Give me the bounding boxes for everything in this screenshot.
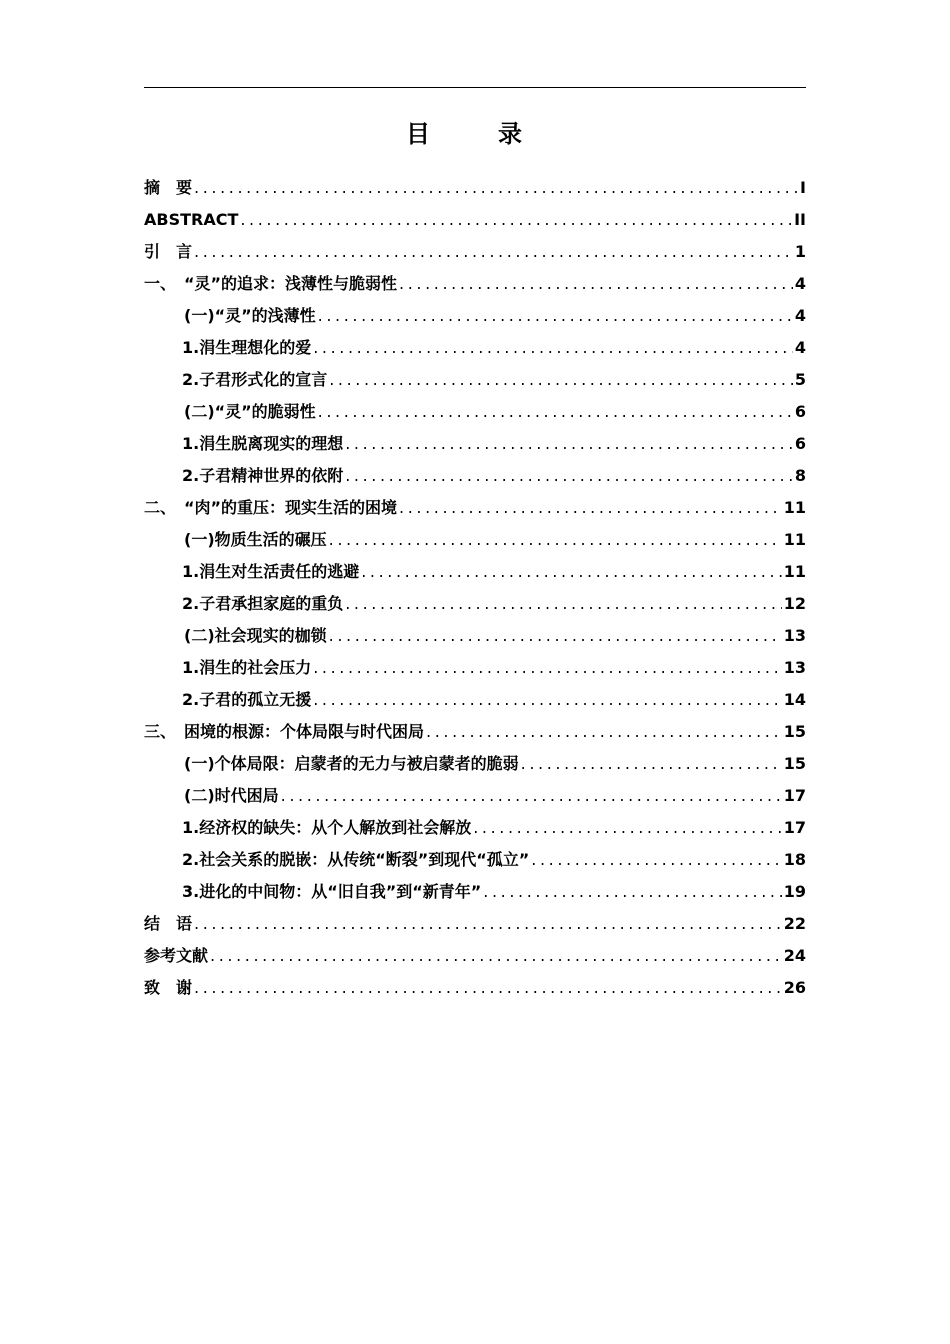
toc-entry[interactable] xyxy=(144,460,806,492)
toc-entry-label: 1.涓生的社会压力 xyxy=(182,658,312,677)
dot-leader xyxy=(361,556,782,588)
toc-entry-page-number: 1 xyxy=(794,242,806,261)
toc-entry[interactable] xyxy=(144,492,806,524)
dot-leader xyxy=(194,972,782,1004)
toc-entry[interactable] xyxy=(144,844,806,876)
toc-entry-label: 2.社会关系的脱嵌：从传统“断裂”到现代“孤立” xyxy=(182,850,530,869)
dot-leader xyxy=(531,844,781,876)
toc-entry-page-number: 15 xyxy=(783,754,806,773)
dot-leader xyxy=(329,620,782,652)
toc-entry-label: 1.涓生理想化的爱 xyxy=(182,338,312,357)
toc-entry[interactable] xyxy=(144,652,806,684)
dot-leader xyxy=(399,268,793,300)
dot-leader xyxy=(281,780,782,812)
dot-leader xyxy=(240,204,792,236)
dot-leader xyxy=(313,332,793,364)
toc-entry-label: 2.子君精神世界的依附 xyxy=(182,466,344,485)
toc-entry[interactable] xyxy=(144,684,806,716)
toc-entry[interactable] xyxy=(144,204,806,236)
toc-entry-label: 引 言 xyxy=(144,242,193,261)
toc-entry-label: 结 语 xyxy=(144,914,193,933)
toc-entry-label: 1.涓生对生活责任的逃避 xyxy=(182,562,360,581)
toc-entry-page-number: 14 xyxy=(783,690,806,709)
toc-entry-page-number: 13 xyxy=(783,626,806,645)
toc-entry-label: 1.涓生脱离现实的理想 xyxy=(182,434,344,453)
toc-entry-page-number: 4 xyxy=(794,274,806,293)
dot-leader xyxy=(194,172,798,204)
toc-entry-label: 致 谢 xyxy=(144,978,193,997)
dot-leader xyxy=(194,908,782,940)
toc-entry-page-number: 4 xyxy=(794,338,806,357)
toc-entry-page-number: 13 xyxy=(783,658,806,677)
toc-entry[interactable] xyxy=(144,428,806,460)
toc-entry-label: 摘 要 xyxy=(144,178,193,197)
dot-leader xyxy=(313,684,782,716)
dot-leader xyxy=(210,940,782,972)
toc-entry-label: (二)社会现实的枷锁 xyxy=(184,626,327,645)
table-of-contents xyxy=(144,172,806,1004)
toc-title: 目 录 xyxy=(406,120,544,148)
toc-entry[interactable] xyxy=(144,748,806,780)
dot-leader xyxy=(329,364,793,396)
toc-entry-page-number: 19 xyxy=(783,882,806,901)
toc-entry-page-number: 24 xyxy=(783,946,806,965)
toc-entry-label: (一)“灵”的浅薄性 xyxy=(184,306,316,325)
toc-entry-label: (二)“灵”的脆弱性 xyxy=(184,402,316,421)
toc-entry-label: 参考文献 xyxy=(144,946,209,965)
toc-entry[interactable] xyxy=(144,908,806,940)
dot-leader xyxy=(318,396,793,428)
toc-entry-page-number: 11 xyxy=(783,530,806,549)
toc-entry-label: 2.子君承担家庭的重负 xyxy=(182,594,344,613)
toc-entry-page-number: 8 xyxy=(794,466,806,485)
toc-entry-label: 二、 “肉”的重压：现实生活的困境 xyxy=(144,498,398,517)
toc-entry-page-number: 11 xyxy=(783,562,806,581)
toc-entry[interactable] xyxy=(144,236,806,268)
toc-entry-page-number: 26 xyxy=(783,978,806,997)
toc-entry[interactable] xyxy=(144,588,806,620)
toc-entry-label: (一)个体局限：启蒙者的无力与被启蒙者的脆弱 xyxy=(184,754,519,773)
toc-entry[interactable] xyxy=(144,268,806,300)
toc-entry-label: 三、 困境的根源：个体局限与时代困局 xyxy=(144,722,425,741)
dot-leader xyxy=(194,236,793,268)
toc-entry-label: (一)物质生活的碾压 xyxy=(184,530,327,549)
dot-leader xyxy=(345,460,793,492)
toc-entry[interactable] xyxy=(144,396,806,428)
toc-entry-label: (二)时代困局 xyxy=(184,786,279,805)
toc-entry-label: 一、 “灵”的追求：浅薄性与脆弱性 xyxy=(144,274,398,293)
toc-entry[interactable] xyxy=(144,780,806,812)
toc-entry[interactable] xyxy=(144,620,806,652)
toc-entry[interactable] xyxy=(144,300,806,332)
toc-entry-page-number: 6 xyxy=(794,434,806,453)
toc-entry-page-number: 6 xyxy=(794,402,806,421)
toc-entry-page-number: 22 xyxy=(783,914,806,933)
toc-entry-label: ABSTRACT xyxy=(144,210,239,229)
toc-entry-page-number: I xyxy=(800,178,806,197)
dot-leader xyxy=(313,652,782,684)
dot-leader xyxy=(483,876,781,908)
toc-entry[interactable] xyxy=(144,812,806,844)
toc-entry[interactable] xyxy=(144,876,806,908)
toc-entry[interactable] xyxy=(144,940,806,972)
toc-entry[interactable] xyxy=(144,172,806,204)
toc-entry-page-number: 4 xyxy=(794,306,806,325)
toc-entry-page-number: 17 xyxy=(783,818,806,837)
dot-leader xyxy=(345,428,793,460)
dot-leader xyxy=(399,492,782,524)
toc-entry[interactable] xyxy=(144,364,806,396)
toc-entry-label: 2.子君的孤立无援 xyxy=(182,690,312,709)
toc-entry[interactable] xyxy=(144,524,806,556)
toc-entry-label: 2.子君形式化的宣言 xyxy=(182,370,328,389)
toc-entry[interactable] xyxy=(144,972,806,1004)
dot-leader xyxy=(345,588,782,620)
dot-leader xyxy=(318,300,793,332)
toc-entry-page-number: 18 xyxy=(783,850,806,869)
toc-entry[interactable] xyxy=(144,716,806,748)
toc-entry[interactable] xyxy=(144,556,806,588)
dot-leader xyxy=(473,812,782,844)
toc-entry-page-number: 11 xyxy=(783,498,806,517)
toc-entry[interactable] xyxy=(144,332,806,364)
toc-entry-page-number: 5 xyxy=(794,370,806,389)
header-rule xyxy=(144,87,806,88)
toc-entry-label: 1.经济权的缺失：从个人解放到社会解放 xyxy=(182,818,472,837)
dot-leader xyxy=(521,748,782,780)
toc-entry-page-number: 17 xyxy=(783,786,806,805)
toc-entry-page-number: 15 xyxy=(783,722,806,741)
dot-leader xyxy=(329,524,782,556)
toc-entry-label: 3.进化的中间物：从“旧自我”到“新青年” xyxy=(182,882,482,901)
toc-entry-page-number: II xyxy=(794,210,806,229)
toc-entry-page-number: 12 xyxy=(783,594,806,613)
dot-leader xyxy=(426,716,782,748)
